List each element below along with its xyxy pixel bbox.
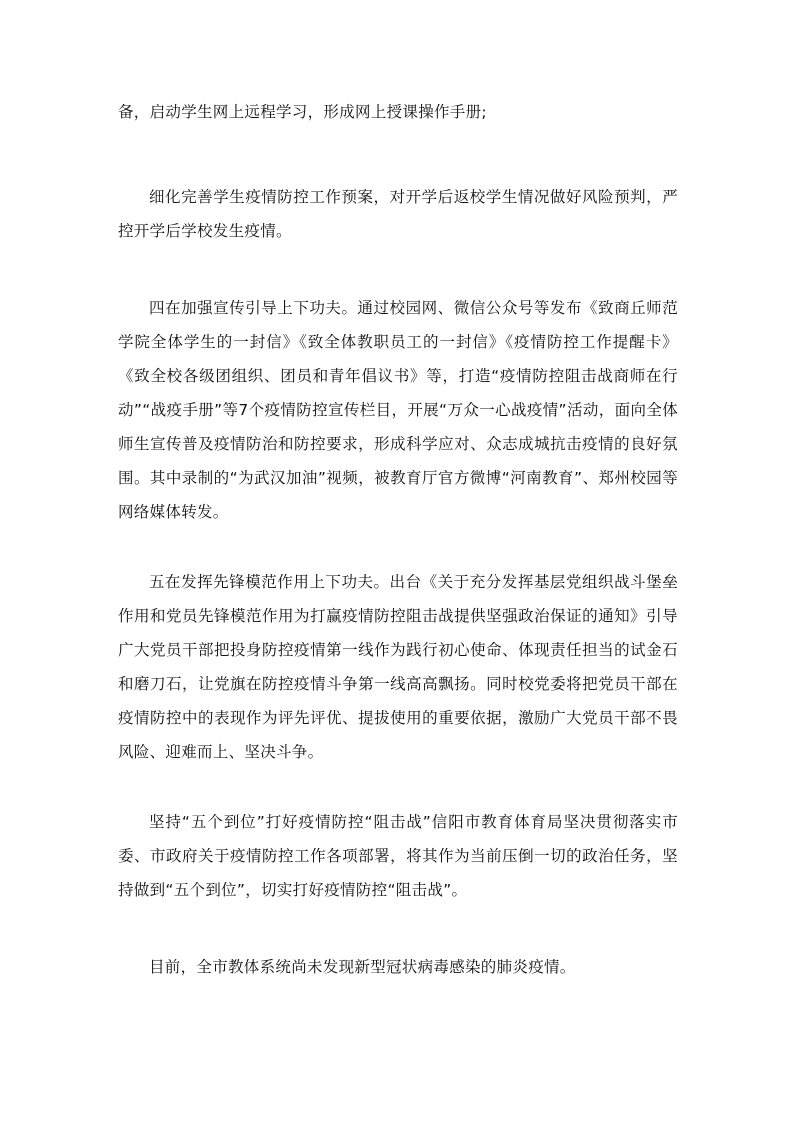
paragraph-status: 目前，全市教体系统尚未发现新型冠状病毒感染的肺炎疫情。 (149, 958, 576, 976)
paragraph-continuation: 备，启动学生网上远程学习，形成网上授课操作手册; (118, 103, 487, 121)
paragraph-vanguard-role: 五在发挥先锋模范作用上下功夫。出台《关于充分发挥基层党组织战斗堡垒作用和党员先锋模范作用为打赢疫情防控阻击战提供坚强政治保证的通知》引导广大党员干部把投身防控疫情第一线作为践行初心使命、体现责任担当的试金石和磨刀石，让党旗在防控疫情斗争第一线高高飘扬。同时校党委将把党员干部在疫情防控中的表现作为评先评优、提拔使用的重要依据，激励广大党员干部不畏风险、迎难而上、坚决斗争。 (118, 573, 678, 761)
paragraph-publicity: 四在加强宣传引导上下功夫。通过校园网、微信公众号等发布《致商丘师范学院全体学生的一封信》《致全体教职员工的一封信》《疫情防控工作提醒卡》《致全校各级团组织、团员和青年倡议书》等，打造“疫情防控阻击战商师在行动”“战疫手册”等7个疫情防控宣传栏目，开展“万众一心战疫情”活动，面向全体师生宣传普及疫情防治和防控要求，形成科学应对、众志成城抗击疫情的良好氛围。其中录制的“为武汉加油”视频，被教育厅官方微博“河南教育”、郑州校园等网络媒体转发。 (118, 299, 678, 521)
paragraph-contingency-plan: 细化完善学生疫情防控工作预案，对开学后返校学生情况做好风险预判，严控开学后学校发生疫情。 (118, 188, 678, 240)
paragraph-five-in-place: 坚持“五个到位”打好疫情防控“阻击战”信阳市教育体育局坚决贯彻落实市委、市政府关于疫情防控工作各项部署，将其作为当前压倒一切的政治任务，坚持做到“五个到位”，切实打好疫情防控“阻击战”。 (118, 813, 678, 899)
